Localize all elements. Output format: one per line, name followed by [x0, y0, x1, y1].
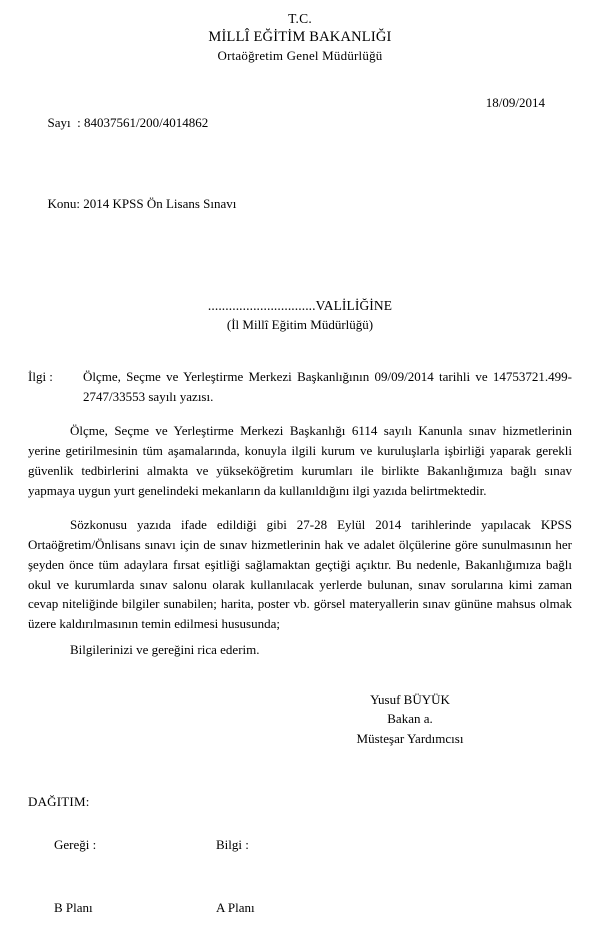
distribution-value-action: B Planı [54, 899, 93, 915]
body-paragraph-3: Bilgilerinizi ve gereğini rica ederim. [70, 641, 260, 657]
distribution-value-info: A Planı [216, 899, 255, 915]
reference-block [28, 93, 572, 234]
distribution-block [28, 791, 572, 939]
addressee-block [28, 296, 572, 334]
letterhead-republic: T.C. [288, 11, 312, 26]
reference-sayi-row [28, 93, 572, 174]
letterhead [28, 10, 572, 64]
reference-citation [28, 367, 572, 406]
reference-date: 18/09/2014 [485, 95, 545, 111]
letterhead-department: Ortaöğretim Genel Müdürlüğü [217, 47, 383, 63]
distribution-columns [28, 813, 572, 939]
letterhead-ministry: MİLLÎ EĞİTİM BAKANLIĞI [208, 28, 392, 45]
reference-citation-label: İlgi : [28, 369, 53, 385]
distribution-header-action: Gereği : [54, 836, 97, 852]
reference-konu-row [28, 174, 572, 234]
signatory-onbehalf: Bakan a. [387, 711, 433, 727]
distribution-title: DAĞITIM: [28, 793, 90, 809]
document-page [0, 10, 600, 915]
reference-sayi: Sayı : 84037561/200/4014862 [47, 115, 209, 131]
body-paragraph-1: Ölçme, Seçme ve Yerleştirme Merkezi Başkanlığı 6114 sayılı Kanunla sınav hizmetlerinin yerine getirilmesinin tüm aşamalarında, konuyla ilgili kurum ve kuruluşlarla işbirliği yaparak gerekli güvenlik tedbirlerini almakta ve yükseköğretim kurumları ile birlikte Bakanlığımıza bağlı sınav yapmaya uygun yurt genelindeki mekanların da kullanıldığını ilgi yazıda belirtmektedir. [28, 423, 572, 498]
signatory-name: Yusuf BÜYÜK [370, 691, 450, 707]
distribution-value-row [28, 876, 572, 939]
distribution-header-row [28, 813, 572, 876]
signatory-title: Müsteşar Yardımcısı [356, 730, 464, 746]
distribution-header-info: Bilgi : [216, 836, 249, 852]
addressee-governorship: ...............................VALİLİĞİNE [207, 298, 393, 314]
addressee-directorate: (İl Millî Eğitim Müdürlüğü) [226, 316, 374, 332]
reference-citation-text: Ölçme, Seçme ve Yerleştirme Merkezi Başkanlığının 09/09/2014 tarihli ve 14753721.499-2747/33553 sayılı yazısı. [83, 369, 572, 404]
reference-konu: Konu: 2014 KPSS Ön Lisans Sınavı [47, 195, 237, 211]
body-paragraph-2: Sözkonusu yazıda ifade edildiği gibi 27-28 Eylül 2014 tarihlerinde yapılacak KPSS Ortaöğretim/Önlisans sınavı için de sınav hizmetlerinin hak ve adalet ölçülerine göre sunulmasının her şeyden önce tüm adaylara fırsat eşitliği sağlamaktan geçtiği açıktır. Bu nedenle, Bakanlığımıza bağlı okul ve kurumlarda sınav salonu olarak kullanılacak yerlerde bulunan, sınav sorularına kimi zaman cevap niteliğinde bilgiler sunabilen; harita, poster vb. görsel materyallerin sınav gününe mahsus olmak üzere kaldırılmasının temin edilmesi hususunda; [28, 517, 572, 632]
signature-block [28, 690, 552, 751]
